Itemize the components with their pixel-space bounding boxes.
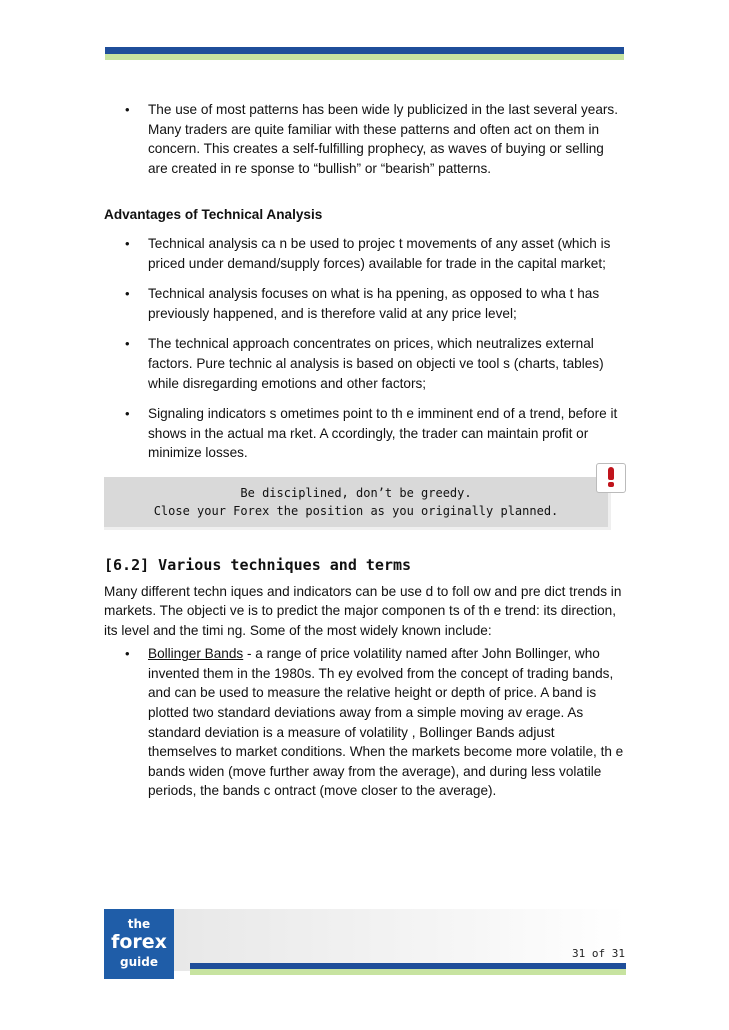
list-item [104,100,626,178]
bullet-icon: • [125,235,130,251]
advantage-text: Technical analysis ca n be used to projec t movements of any asset (which is priced under demand/supply forces) available for trade in the capital market; [148,235,611,271]
bullet-icon: • [125,646,130,662]
logo-text-guide: guide [120,955,158,969]
bullet-icon: • [125,336,130,352]
footer-rule-green [190,969,626,975]
section-paragraph: Many different techn iques and indicators can be use d to foll ow and pre dict trends in markets. The objecti ve is to predict the major componen ts of th e trend: its direction, its level and the timi ng. Some of the most widely known include: [104,583,622,638]
term-link[interactable]: Bollinger Bands [148,646,244,662]
logo-text-the: the [127,917,151,931]
list-item [104,284,626,323]
bullet-icon: • [125,406,130,422]
footer-band [174,909,626,971]
logo-text-forex: forex [111,931,167,953]
header-rule-green [105,54,624,60]
bullet-icon: • [125,102,130,117]
term-description: - a range of price volatility named after John Bollinger, who invented them in the 1980s. Th ey evolved from the concept of trading bands, and can be used to measure the relative height or depth of price. A band is plotted two standard deviations away from a simple moving av erage. As standard deviation is a measure of volatility , Bollinger Bands adjust themselves to market conditions. When the markets become more volatile, th e bands widen (move further away from the average), and during less volatile periods, the bands c ontract (move closer to the average). [148,646,624,799]
section-title: [6.2] Various techniques and terms [104,555,412,574]
techniques-list [104,644,626,801]
list-item [104,334,626,393]
tip-callout [104,477,611,530]
advantages-list [104,234,626,463]
warning-icon [596,463,626,493]
intro-bullet-list [104,100,626,178]
advantage-text: The technical approach concentrates on prices, which neutralizes external factors. Pure technic al analysis is based on objecti ve tool s (charts, tables) while disregarding emotions and other factors; [148,336,604,391]
callout-line-1: Be disciplined, don’t be greedy. [240,485,472,500]
intro-bullet-text: The use of most patterns has been wide ly publicized in the last several years. Many traders are quite familiar with these patterns and often act on them in concern. This creates a self-fulfilling prophecy, as waves of buying or selling are created in re sponse to “bullish” or “bearish” patterns. [148,102,618,176]
list-item [104,234,626,273]
advantage-text: Signaling indicators s ometimes point to th e imminent end of a trend, before it shows in the actual ma rket. A ccordingly, the trader can maintain profit or minimize losses. [148,406,618,461]
page-content [104,100,626,801]
list-item [104,404,626,463]
advantage-text: Technical analysis focuses on what is ha ppening, as opposed to wha t has previously happened, and is therefore valid at any price level; [148,286,600,321]
callout-line-2: Close your Forex the position as you originally planned. [153,503,559,518]
page-number: 31 of 31 [572,947,625,960]
bullet-icon: • [125,286,130,302]
forex-guide-logo [104,909,174,979]
list-item [104,644,626,801]
advantages-heading: Advantages of Technical Analysis [104,207,323,223]
header-rule-blue [105,47,624,54]
